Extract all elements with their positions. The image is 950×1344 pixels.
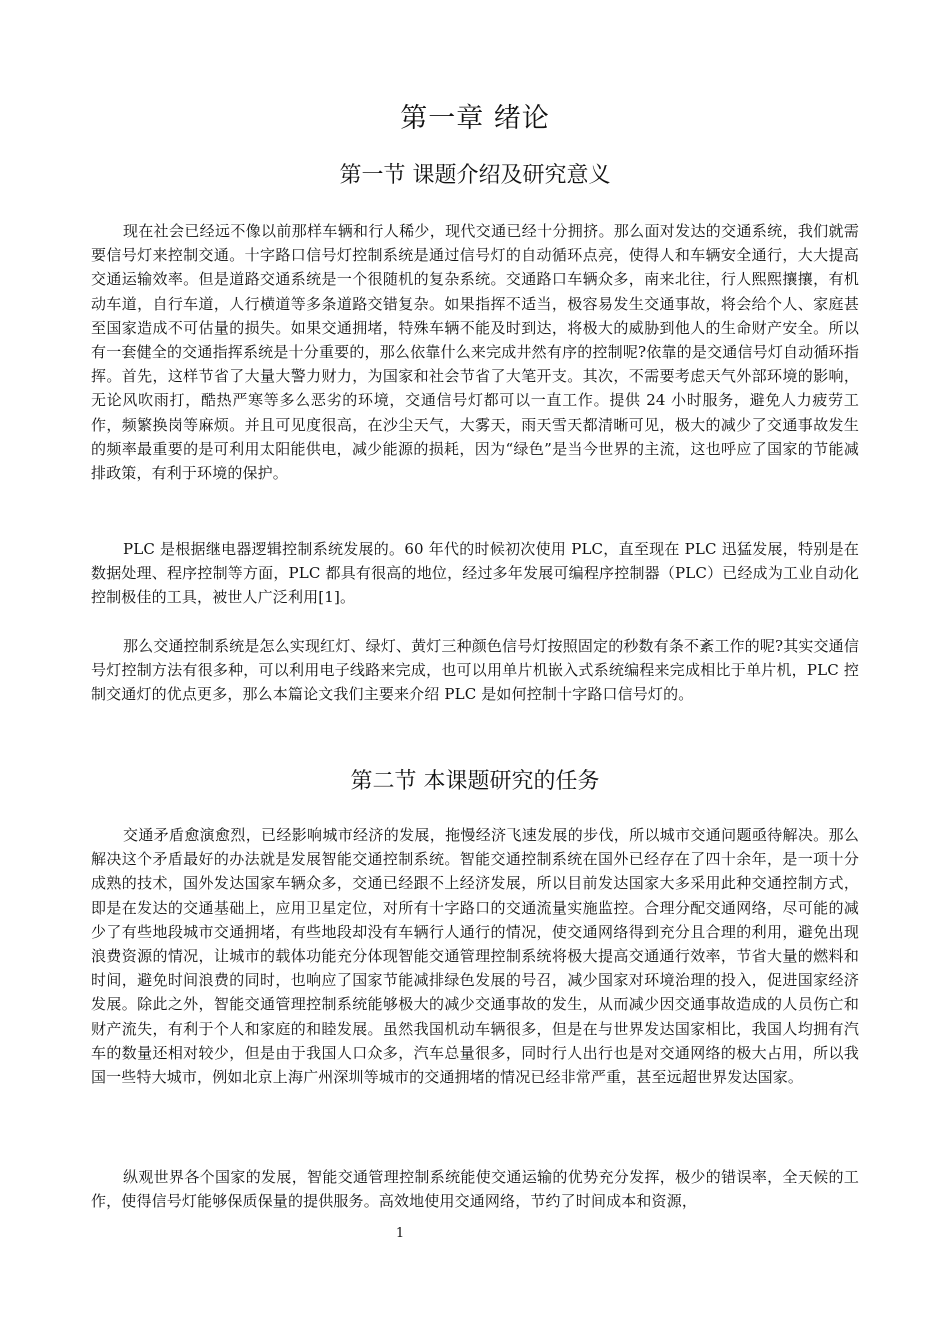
section-2-paragraph-2: 纵观世界各个国家的发展，智能交通管理控制系统能使交通运输的优势充分发挥，极少的错误率，全天候的工作，使得信号灯能够保质保量的提供服务。高效地使用交通网络，节约了时间成本和资源，	[91, 1168, 859, 1211]
section-2-paragraph-1: 交通矛盾愈演愈烈，已经影响城市经济的发展，拖慢经济飞速发展的步伐，所以城市交通问题亟待解决。那么解决这个矛盾最好的办法就是发展智能交通控制系统。智能交通控制系统在国外已经存在了四十余年，是一项十分成熟的技术，国外发达国家车辆众多，交通已经跟不上经济发展，所以目前发达国家大多采用此种交通控制方式，即是在发达的交通基础上，应用卫星定位，对所有十字路口的交通流量实施监控。合理分配交通网络，尽可能的减少了有些地段城市交通拥堵，有些地段却没有车辆行人通行的情况，使交通网络得到充分且合理的利用，避免出现浪费资源的情况，让城市的载体功能充分体现智能交通管理控制系统将极大提高交通通行效率，节省大量的燃料和时间，避免时间浪费的同时，也响应了国家节能减排绿色发展的号召，减少国家对环境治理的投入，促进国家经济发展。除此之外，智能交通管理控制系统能够极大的减少交通事故的发生，从而减少因交通事故造成的人员伤亡和财产流失，有利于个人和家庭的和睦发展。虽然我国机动车辆很多，但是在与世界发达国家相比，我国人均拥有汽车的数量还相对较少，但是由于我国人口众多，汽车总量很多，同时行人出行也是对交通网络的极大占用，所以我国一些特大城市，例如北京上海广州深圳等城市的交通拥堵的情况已经非常严重，甚至远超世界发达国家。	[91, 826, 859, 1087]
section-title-2: 第二节 本课题研究的任务	[350, 769, 600, 794]
page-number: 1	[395, 1226, 405, 1241]
section-title-1: 第一节 课题介绍及研究意义	[339, 163, 611, 188]
section-1-paragraph-3: 那么交通控制系统是怎么实现红灯、绿灯、黄灯三种颜色信号灯按照固定的秒数有条不紊工作的呢?其实交通信号灯控制方法有很多种，可以利用电子线路来完成，也可以用单片机嵌入式系统编程来完成相比于单片机，PLC 控制交通灯的优点更多，那么本篇论文我们主要来介绍 PLC 是如何控制十字路口信号灯的。	[91, 637, 859, 704]
section-1-paragraph-1: 现在社会已经远不像以前那样车辆和行人稀少，现代交通已经十分拥挤。那么面对发达的交通系统，我们就需要信号灯来控制交通。十字路口信号灯控制系统是通过信号灯的自动循环点亮，使得人和车辆安全通行，大大提高交通运输效率。但是道路交通系统是一个很随机的复杂系统。交通路口车辆众多，南来北往，行人熙熙攘攘，有机动车道，自行车道，人行横道等多条道路交错复杂。如果指挥不适当，极容易发生交通事故，将会给个人、家庭甚至国家造成不可估量的损失。如果交通拥堵，特殊车辆不能及时到达，将极大的威胁到他人的生命财产安全。所以有一套健全的交通指挥系统是十分重要的，那么依靠什么来完成井然有序的控制呢?依靠的是交通信号灯自动循环指挥。首先，这样节省了大量大警力财力，为国家和社会节省了大笔开支。其次，不需要考虑天气外部环境的影响，无论风吹雨打，酷热严寒等多么恶劣的环境，交通信号灯都可以一直工作。提供 24 小时服务，避免人力疲劳工作，频繁换岗等麻烦。并且可见度很高，在沙尘天气，大雾天，雨天雪天都清晰可见，极大的减少了交通事故发生的频率最重要的是可利用太阳能供电，减少能源的损耗，因为“绿色”是当今世界的主流，这也呼应了国家的节能减排政策，有利于环境的保护。	[91, 222, 859, 483]
section-1-paragraph-2: PLC 是根据继电器逻辑控制系统发展的。60 年代的时候初次使用 PLC，直至现在 PLC 迅猛发展，特别是在数据处理、程序控制等方面，PLC 都具有很高的地位，经过多年发展可编程序控制器（PLC）已经成为工业自动化控制极佳的工具，被世人广泛利用[1]。	[91, 540, 859, 607]
chapter-title: 第一章 绪论	[400, 103, 550, 134]
